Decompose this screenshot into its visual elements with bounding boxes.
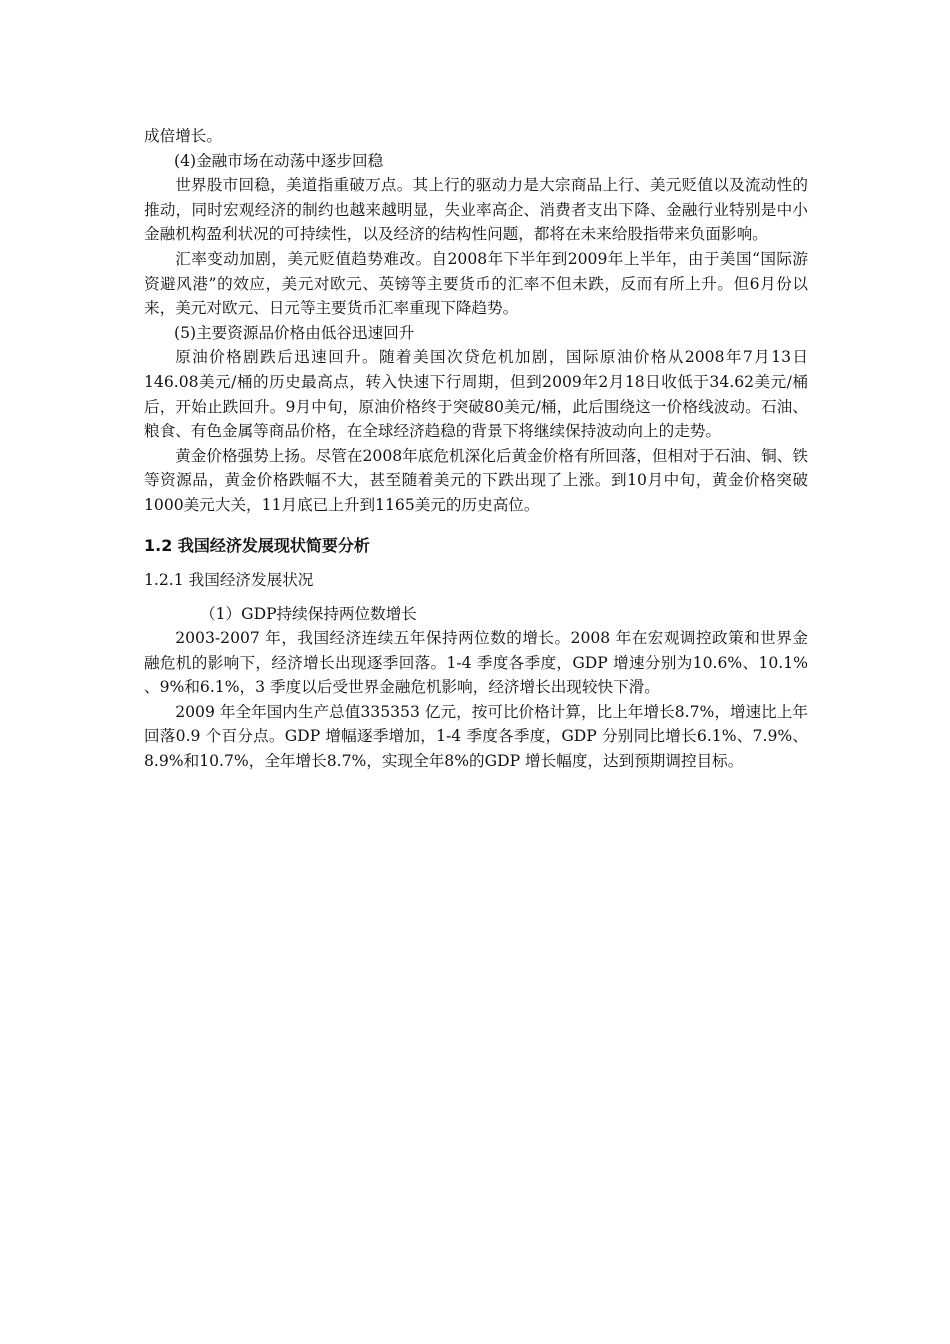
subheading-gdp-growth: （1）GDP持续保持两位数增长 bbox=[200, 604, 417, 623]
paragraph-exchange-rate: 汇率变动加剧，美元贬值趋势难改。自2008年下半年到2009年上半年，由于美国“国际游资避风港”的效应，美元对欧元、英镑等主要货币的汇率不但未跌，反而有所上升。但6月份以来，美元对欧元、日元等主要货币汇率重现下降趋势。 bbox=[144, 249, 808, 318]
paragraph-gold-price: 黄金价格强势上扬。尽管在2008年底危机深化后黄金价格有所回落，但相对于石油、铜、铁等资源品，黄金价格跌幅不大，甚至随着美元的下跌出现了上涨。到10月中旬，黄金价格突破1000美元大关，11月底已上升到1165美元的历史高位。 bbox=[144, 446, 808, 514]
paragraph-oil-price: 原油价格剧跌后迅速回升。随着美国次贷危机加剧，国际原油价格从2008年7月13日146.08美元/桶的历史最高点，转入快速下行周期，但到2009年2月18日收低于34.62美元/桶后，开始止跌回升。9月中旬，原油价格终于突破80美元/桶，此后围绕这一价格线波动。石油、粮食、有色金属等商品价格，在全球经济趋稳的背景下将继续保持波动向上的走势。 bbox=[144, 348, 808, 441]
subheading-financial-market: (4)金融市场在动荡中逐步回稳 bbox=[174, 151, 384, 170]
paragraph-gdp-2009: 2009 年全年国内生产总值335353 亿元，按可比价格计算，比上年增长8.7%，增速比上年回落0.9 个百分点。GDP 增幅逐季增加，1-4 季度各季度，GDP 分别同比增长6.1%、7.9%、8.9%和10.7%，全年增长8.7%，实现全年8%的GDP 增长幅度，达到预期调控目标。 bbox=[144, 702, 808, 771]
subheading-resource-prices: (5)主要资源品价格由低谷迅速回升 bbox=[174, 323, 415, 342]
section-heading-1-2-1: 1.2.1 我国经济发展状况 bbox=[144, 570, 314, 589]
paragraph-gdp-2003-2008: 2003-2007 年，我国经济连续五年保持两位数的增长。2008 年在宏观调控政策和世界金融危机的影响下，经济增长出现逐季回落。1-4 季度各季度，GDP 增速分别为10.6%、10.1% 、9%和6.1%，3 季度以后受世界金融危机影响，经济增长出现较快下滑。 bbox=[144, 629, 808, 697]
section-heading-1-2: 1.2 我国经济发展现状简要分析 bbox=[144, 535, 370, 555]
document-page bbox=[144, 124, 808, 774]
paragraph-continuation: 成倍增长。 bbox=[144, 127, 222, 145]
paragraph-stock-market: 世界股市回稳，美道指重破万点。其上行的驱动力是大宗商品上行、美元贬值以及流动性的推动，同时宏观经济的制约也越来越明显，失业率高企、消费者支出下降、金融行业特别是中小金融机构盈利状况的可持续性，以及经济的结构性问题，都将在未来给股指带来负面影响。 bbox=[144, 176, 808, 244]
